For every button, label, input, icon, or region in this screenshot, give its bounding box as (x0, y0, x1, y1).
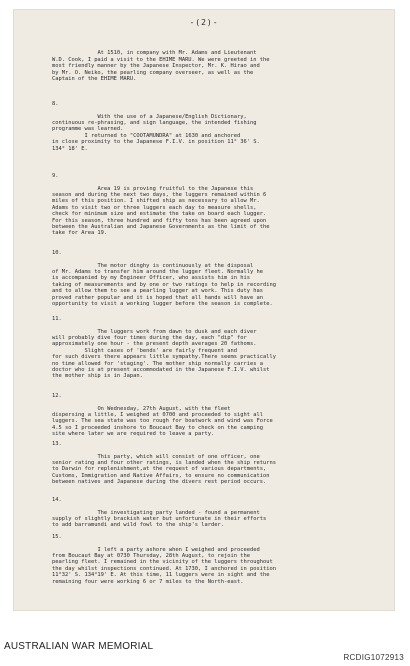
paragraph-text: On Wednesday, 27th August, with the fleet dispersing a little, I weighed at 0700 and proceeded to sight all luggers. The sea state was too rough for boatwork and wind was Force 4.5 so I proceeded inshore to Boucaut Bay to check on the camping site where later we are required to leave a party. (52, 405, 273, 438)
paragraph-number: 10. (52, 249, 62, 256)
record-id: RCDIG1072913 (343, 653, 404, 662)
paragraph-number: 8. (52, 100, 59, 107)
paragraph-text: The motor dinghy is continuously at the disposal of Mr. Adams to transfer him around the lugger fleet. Normally he is accompanied by my Engineer Officer, who assists him in his taking of measurements and by one or two ratings to help in recording and to allow them to see a pearling lugger at work. This duty has proved rather popular and it is hoped that all hands will have an opportunity to visit a working lugger before the season is complete. (52, 262, 276, 308)
archive-name: AUSTRALIAN WAR MEMORIAL (4, 641, 154, 652)
paragraph-number: 14. (52, 496, 62, 503)
paragraph-number: 11. (52, 315, 62, 322)
paragraph-text: Area 19 is proving fruitful to the Japanese this season and during the next two days, the luggers remained within 6 miles of this position. I shifted ship as necessary to allow Mr. Adams to visit two or three luggers each day to measure shells, check for minimum size and estimate the take on board each lugger. For this season, three hundred and fifty tons has been agreed upon between the Australian and Japanese Governments as the limit of the take for Area 19. (52, 185, 270, 237)
paragraph-number: 15. (52, 533, 62, 540)
paragraph-text: This party, which will consist of one officer, one senior rating and four other ratings, is landed when the ship returns to Darwin for replenishment,at the request of various departments, Customs, Immigration and Native Affairs, to ensure no communication between natives and Japanese during the divers rest period occurs. (52, 453, 276, 486)
paragraph-number: 13. (52, 440, 62, 447)
paragraph-9 (52, 160, 388, 243)
paragraph-8 (52, 88, 388, 158)
paragraph-7 (52, 44, 388, 89)
paragraph-text: The luggers work from dawn to dusk and each diver will probably dive four times during the day, each "dip" for approximately one hour - the present depth averages 20 fathoms. Slight cases of 'bends' are fairly frequent and for such divers there appears little sympathy.There seems practically no time allowed for 'staging'. The mother ship normally carries a doctor who is at present accommodated in the Japanese F.I.V. whilst the mother ship is in Japan. (52, 328, 276, 380)
paragraph-text: I left a party ashore when I weighed and proceeded from Boucaut Bay at 0730 Thursday, 28th August, to rejoin the pearling fleet. I remained in the vicinity of the luggers throughout the day whilst inspections continued. At 1730, I anchored in position 11°32' S. 134°19' E. At this time, 11 luggers were in sight and the remaining four were working 6 or 7 miles to the North-east. (52, 546, 276, 585)
paragraph-number: 9. (52, 172, 59, 179)
paragraph-15 (52, 521, 388, 591)
paragraph-13 (52, 428, 388, 492)
paragraph-11 (52, 303, 388, 386)
paragraph-number: 12. (52, 392, 62, 399)
paragraph-text: The investigating party landed - found a permanent supply of slightly brackish water but unfortunate in their efforts to add barramundi and wild fowl to the ship's larder. (52, 509, 267, 529)
paragraph-text: With the use of a Japanese/English Dictionary, continuous re-phrasing, and sign language, the intended fishing programme was learned. I returned to "COOTAMUNDRA" at 1630 and anchored in close proximity to the Japanese F.I.V. in position 11° 36' S. 134° 18' E. (52, 113, 260, 152)
document-page (14, 10, 394, 610)
page-number: -(2)- (189, 18, 219, 27)
paragraph-text: At 1510, in company with Mr. Adams and Lieutenant W.D. Cook, I paid a visit to the EHIME MARU. We were greeted in the most friendly manner by the Japanese Inspector, Mr. K. Hirao and by Mr. O. Neiko, the pearling company overseer, as well as the Captain of the EHIME MARU. (52, 50, 270, 83)
